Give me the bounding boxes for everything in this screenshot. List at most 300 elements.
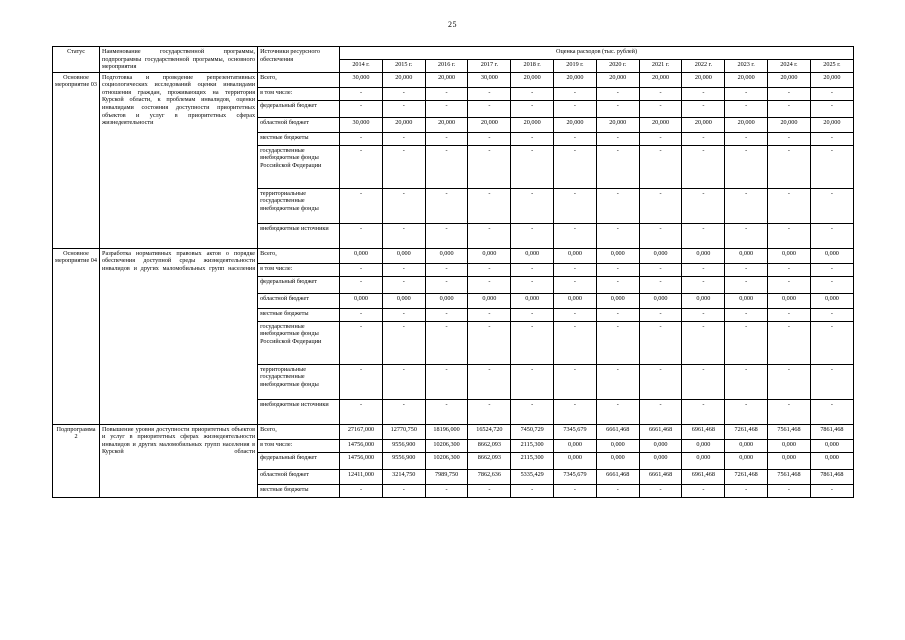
source-regional: областной бюджет: [258, 117, 340, 132]
cell-value: -: [810, 399, 853, 424]
cell-value: -: [682, 399, 725, 424]
cell-value: -: [682, 188, 725, 223]
table-row: [53, 424, 854, 439]
cell-value: -: [468, 145, 511, 188]
cell-value: 0,000: [810, 293, 853, 308]
cell-value: 0,000: [511, 293, 554, 308]
cell-value: -: [425, 276, 468, 293]
cell-value: -: [639, 321, 682, 364]
cell-value: -: [725, 484, 768, 497]
row-status: Основное мероприятие 03: [53, 72, 100, 248]
cell-value: 20,000: [639, 72, 682, 87]
cell-value: -: [810, 276, 853, 293]
cell-value: 20,000: [596, 72, 639, 87]
cell-value: -: [382, 399, 425, 424]
cell-value: -: [725, 87, 768, 100]
cell-value: -: [382, 132, 425, 145]
cell-value: 20,000: [639, 117, 682, 132]
cell-value: -: [554, 100, 597, 117]
cell-value: 0,000: [682, 293, 725, 308]
cell-value: -: [639, 364, 682, 399]
cell-value: -: [340, 87, 383, 100]
cell-value: 20,000: [511, 117, 554, 132]
cell-value: -: [682, 321, 725, 364]
source-local: местные бюджеты: [258, 484, 340, 497]
cell-value: 30,000: [340, 72, 383, 87]
source-federal: федеральный бюджет: [258, 452, 340, 469]
cell-value: 6661,468: [596, 424, 639, 439]
cell-value: 20,000: [725, 117, 768, 132]
header-year-2014: 2014 г.: [340, 59, 383, 72]
cell-value: -: [425, 132, 468, 145]
cell-value: 20,000: [725, 72, 768, 87]
cell-value: 8662,093: [468, 452, 511, 469]
row-name: Подготовка и проведение репрезентативных социологических исследований оценки инвалидами отношения граждан, проживающих на территория Курской области, к проблемам инвалидов, оценки инвалидами состояния доступности приоритетных объектов и услуг в приоритетных сферах жизнедеятельности: [100, 72, 258, 248]
cell-value: -: [554, 276, 597, 293]
header-status: Статус: [53, 47, 100, 73]
cell-value: -: [382, 484, 425, 497]
cell-value: -: [725, 263, 768, 276]
cell-value: -: [382, 87, 425, 100]
cell-value: -: [596, 100, 639, 117]
cell-value: -: [639, 145, 682, 188]
cell-value: -: [725, 188, 768, 223]
cell-value: -: [596, 188, 639, 223]
cell-value: 0,000: [768, 452, 811, 469]
cell-value: 14756,000: [340, 439, 383, 452]
cell-value: -: [554, 308, 597, 321]
cell-value: -: [425, 223, 468, 248]
cell-value: -: [596, 364, 639, 399]
cell-value: 6961,468: [682, 469, 725, 484]
cell-value: -: [810, 188, 853, 223]
cell-value: 9556,900: [382, 452, 425, 469]
cell-value: -: [425, 364, 468, 399]
cell-value: -: [340, 100, 383, 117]
cell-value: -: [768, 132, 811, 145]
cell-value: 18196,000: [425, 424, 468, 439]
cell-value: 0,000: [639, 452, 682, 469]
cell-value: 20,000: [554, 117, 597, 132]
cell-value: -: [511, 321, 554, 364]
cell-value: -: [725, 321, 768, 364]
cell-value: 10206,300: [425, 452, 468, 469]
cell-value: 0,000: [725, 248, 768, 263]
cell-value: -: [468, 484, 511, 497]
cell-value: -: [810, 132, 853, 145]
cell-value: 0,000: [810, 248, 853, 263]
cell-value: -: [425, 100, 468, 117]
cell-value: -: [639, 188, 682, 223]
cell-value: -: [725, 399, 768, 424]
cell-value: 0,000: [554, 293, 597, 308]
source-federal: федеральный бюджет: [258, 276, 340, 293]
header-year-2023: 2023 г.: [725, 59, 768, 72]
cell-value: -: [639, 308, 682, 321]
cell-value: 0,000: [554, 248, 597, 263]
cell-value: -: [768, 308, 811, 321]
cell-value: 7861,468: [810, 424, 853, 439]
cell-value: -: [340, 364, 383, 399]
cell-value: 0,000: [639, 293, 682, 308]
cell-value: -: [468, 321, 511, 364]
cell-value: -: [768, 87, 811, 100]
cell-value: -: [639, 100, 682, 117]
cell-value: 0,000: [810, 439, 853, 452]
cell-value: -: [425, 484, 468, 497]
cell-value: 20,000: [511, 72, 554, 87]
cell-value: 0,000: [511, 248, 554, 263]
budget-table: [52, 46, 854, 498]
cell-value: -: [810, 223, 853, 248]
cell-value: -: [725, 145, 768, 188]
cell-value: 0,000: [340, 293, 383, 308]
cell-value: 0,000: [425, 293, 468, 308]
cell-value: -: [382, 145, 425, 188]
cell-value: 0,000: [768, 439, 811, 452]
header-year-2022: 2022 г.: [682, 59, 725, 72]
cell-value: -: [810, 308, 853, 321]
cell-value: 0,000: [340, 248, 383, 263]
cell-value: -: [511, 399, 554, 424]
cell-value: 7989,750: [425, 469, 468, 484]
cell-value: 20,000: [768, 117, 811, 132]
cell-value: 7861,468: [810, 469, 853, 484]
cell-value: -: [682, 223, 725, 248]
source-total: Всего,: [258, 72, 340, 87]
cell-value: 0,000: [382, 248, 425, 263]
cell-value: 0,000: [468, 248, 511, 263]
source-territorial-funds: территориальные государственные внебюджетные фонды: [258, 188, 340, 223]
cell-value: 0,000: [596, 248, 639, 263]
cell-value: 20,000: [682, 117, 725, 132]
cell-value: -: [639, 87, 682, 100]
cell-value: -: [768, 276, 811, 293]
cell-value: -: [596, 276, 639, 293]
cell-value: 0,000: [596, 439, 639, 452]
cell-value: 6661,468: [639, 424, 682, 439]
cell-value: 20,000: [810, 72, 853, 87]
cell-value: -: [682, 484, 725, 497]
cell-value: -: [768, 321, 811, 364]
cell-value: -: [468, 100, 511, 117]
cell-value: -: [468, 223, 511, 248]
cell-value: -: [810, 484, 853, 497]
cell-value: 7261,468: [725, 424, 768, 439]
cell-value: -: [725, 308, 768, 321]
cell-value: 0,000: [682, 452, 725, 469]
cell-value: 30,000: [468, 72, 511, 87]
cell-value: 27167,000: [340, 424, 383, 439]
cell-value: -: [511, 364, 554, 399]
cell-value: 20,000: [382, 72, 425, 87]
cell-value: -: [340, 145, 383, 188]
cell-value: -: [554, 263, 597, 276]
cell-value: 3214,750: [382, 469, 425, 484]
cell-value: 7450,729: [511, 424, 554, 439]
cell-value: -: [639, 132, 682, 145]
row-status: Подпрограмма 2: [53, 424, 100, 497]
cell-value: -: [340, 399, 383, 424]
cell-value: -: [554, 321, 597, 364]
cell-value: 10206,300: [425, 439, 468, 452]
cell-value: -: [554, 399, 597, 424]
cell-value: -: [511, 132, 554, 145]
cell-value: -: [425, 87, 468, 100]
cell-value: -: [511, 276, 554, 293]
source-including: в том числе:: [258, 439, 340, 452]
source-local: местные бюджеты: [258, 132, 340, 145]
cell-value: 0,000: [596, 452, 639, 469]
cell-value: -: [340, 188, 383, 223]
cell-value: -: [596, 484, 639, 497]
cell-value: -: [768, 263, 811, 276]
cell-value: -: [425, 399, 468, 424]
cell-value: -: [725, 100, 768, 117]
cell-value: -: [340, 132, 383, 145]
cell-value: 20,000: [425, 72, 468, 87]
source-including: в том числе:: [258, 87, 340, 100]
cell-value: 7561,468: [768, 469, 811, 484]
cell-value: 20,000: [768, 72, 811, 87]
header-year-2020: 2020 г.: [596, 59, 639, 72]
cell-value: -: [511, 145, 554, 188]
cell-value: -: [768, 399, 811, 424]
cell-value: 6661,468: [596, 469, 639, 484]
cell-value: -: [810, 145, 853, 188]
cell-value: -: [382, 321, 425, 364]
cell-value: 9556,900: [382, 439, 425, 452]
source-federal: федеральный бюджет: [258, 100, 340, 117]
cell-value: -: [768, 223, 811, 248]
source-total: Всего,: [258, 248, 340, 263]
cell-value: 12411,000: [340, 469, 383, 484]
cell-value: 20,000: [425, 117, 468, 132]
row-name: Разработка нормативных правовых актов о порядке обеспечения доступной среды жизнедеятельности инвалидов и других маломобильных групп населения: [100, 248, 258, 424]
source-total: Всего,: [258, 424, 340, 439]
cell-value: 0,000: [810, 452, 853, 469]
cell-value: -: [554, 87, 597, 100]
source-state-funds: государственные внебюджетные фонды Российской Федерации: [258, 321, 340, 364]
source-regional: областной бюджет: [258, 293, 340, 308]
header-year-2017: 2017 г.: [468, 59, 511, 72]
cell-value: -: [425, 145, 468, 188]
cell-value: 2115,300: [511, 452, 554, 469]
source-regional: областной бюджет: [258, 469, 340, 484]
cell-value: 0,000: [725, 439, 768, 452]
header-name: Наименование государственной программы, подпрограммы государственной программы, основного мероприятия: [100, 47, 258, 73]
cell-value: -: [382, 188, 425, 223]
cell-value: -: [682, 87, 725, 100]
table-header-row: [53, 47, 854, 60]
cell-value: -: [468, 399, 511, 424]
cell-value: 7345,679: [554, 469, 597, 484]
cell-value: 0,000: [725, 452, 768, 469]
cell-value: -: [511, 87, 554, 100]
cell-value: 6661,468: [639, 469, 682, 484]
cell-value: -: [725, 223, 768, 248]
cell-value: 20,000: [468, 117, 511, 132]
cell-value: -: [382, 100, 425, 117]
source-offbudget: внебюджетные источники: [258, 223, 340, 248]
cell-value: -: [468, 364, 511, 399]
cell-value: -: [511, 308, 554, 321]
cell-value: -: [340, 223, 383, 248]
cell-value: 20,000: [596, 117, 639, 132]
cell-value: -: [596, 399, 639, 424]
page-number: 25: [448, 20, 457, 29]
cell-value: -: [425, 188, 468, 223]
cell-value: -: [682, 308, 725, 321]
cell-value: -: [468, 188, 511, 223]
cell-value: 7345,679: [554, 424, 597, 439]
cell-value: -: [468, 276, 511, 293]
header-year-2015: 2015 г.: [382, 59, 425, 72]
cell-value: -: [382, 263, 425, 276]
cell-value: 0,000: [639, 248, 682, 263]
cell-value: -: [596, 145, 639, 188]
cell-value: -: [639, 223, 682, 248]
cell-value: 7261,468: [725, 469, 768, 484]
cell-value: -: [768, 145, 811, 188]
table-row: [53, 248, 854, 263]
cell-value: -: [382, 364, 425, 399]
cell-value: -: [554, 364, 597, 399]
header-year-2019: 2019 г.: [554, 59, 597, 72]
cell-value: -: [682, 364, 725, 399]
cell-value: 6961,468: [682, 424, 725, 439]
cell-value: 0,000: [382, 293, 425, 308]
cell-value: 5335,429: [511, 469, 554, 484]
cell-value: 0,000: [768, 293, 811, 308]
cell-value: -: [382, 308, 425, 321]
cell-value: -: [596, 223, 639, 248]
cell-value: -: [511, 223, 554, 248]
cell-value: 0,000: [725, 293, 768, 308]
cell-value: -: [382, 223, 425, 248]
cell-value: -: [725, 132, 768, 145]
cell-value: -: [596, 87, 639, 100]
cell-value: -: [554, 132, 597, 145]
cell-value: -: [682, 276, 725, 293]
budget-table-container: [52, 46, 854, 498]
cell-value: -: [596, 263, 639, 276]
cell-value: 14756,000: [340, 452, 383, 469]
cell-value: -: [725, 276, 768, 293]
cell-value: -: [425, 263, 468, 276]
cell-value: -: [768, 484, 811, 497]
cell-value: -: [511, 263, 554, 276]
cell-value: -: [682, 132, 725, 145]
header-year-2021: 2021 г.: [639, 59, 682, 72]
cell-value: -: [468, 263, 511, 276]
cell-value: 0,000: [682, 248, 725, 263]
cell-value: -: [810, 100, 853, 117]
cell-value: -: [468, 132, 511, 145]
cell-value: 20,000: [554, 72, 597, 87]
cell-value: -: [725, 364, 768, 399]
cell-value: -: [554, 188, 597, 223]
row-name: Повышение уровня доступности приоритетных объектов и услуг в приоритетных сферах жизнедеятельности инвалидов и других маломобильных групп населения в Курской области: [100, 424, 258, 497]
source-territorial-funds: территориальные государственные внебюджетные фонды: [258, 364, 340, 399]
cell-value: -: [682, 263, 725, 276]
cell-value: -: [639, 484, 682, 497]
cell-value: 0,000: [639, 439, 682, 452]
cell-value: -: [596, 308, 639, 321]
cell-value: 20,000: [810, 117, 853, 132]
cell-value: -: [340, 308, 383, 321]
cell-value: -: [511, 100, 554, 117]
cell-value: -: [340, 263, 383, 276]
cell-value: 0,000: [425, 248, 468, 263]
cell-value: -: [468, 308, 511, 321]
cell-value: -: [340, 484, 383, 497]
cell-value: -: [425, 308, 468, 321]
cell-value: 7862,636: [468, 469, 511, 484]
cell-value: -: [425, 321, 468, 364]
cell-value: 12770,750: [382, 424, 425, 439]
cell-value: -: [382, 276, 425, 293]
cell-value: -: [810, 364, 853, 399]
cell-value: -: [768, 188, 811, 223]
header-estimate-group: Оценка расходов (тыс. рублей): [340, 47, 854, 60]
cell-value: 7561,468: [768, 424, 811, 439]
source-including: в том числе:: [258, 263, 340, 276]
cell-value: 2115,300: [511, 439, 554, 452]
cell-value: -: [554, 145, 597, 188]
cell-value: 30,000: [340, 117, 383, 132]
cell-value: -: [768, 364, 811, 399]
cell-value: -: [511, 188, 554, 223]
cell-value: 8662,093: [468, 439, 511, 452]
cell-value: -: [468, 87, 511, 100]
cell-value: 0,000: [682, 439, 725, 452]
cell-value: -: [596, 321, 639, 364]
cell-value: -: [810, 263, 853, 276]
cell-value: 0,000: [468, 293, 511, 308]
cell-value: -: [554, 484, 597, 497]
cell-value: -: [639, 263, 682, 276]
cell-value: -: [596, 132, 639, 145]
source-local: местные бюджеты: [258, 308, 340, 321]
cell-value: -: [340, 321, 383, 364]
source-offbudget: внебюджетные источники: [258, 399, 340, 424]
header-year-2016: 2016 г.: [425, 59, 468, 72]
cell-value: -: [639, 399, 682, 424]
cell-value: -: [810, 87, 853, 100]
header-year-2018: 2018 г.: [511, 59, 554, 72]
table-row: [53, 72, 854, 87]
header-sources: Источники ресурсного обеспечения: [258, 47, 340, 73]
cell-value: -: [511, 484, 554, 497]
cell-value: -: [810, 321, 853, 364]
cell-value: -: [340, 276, 383, 293]
cell-value: -: [768, 100, 811, 117]
cell-value: 16524,720: [468, 424, 511, 439]
cell-value: -: [554, 223, 597, 248]
cell-value: 0,000: [596, 293, 639, 308]
cell-value: 20,000: [682, 72, 725, 87]
header-year-2024: 2024 г.: [768, 59, 811, 72]
cell-value: -: [639, 276, 682, 293]
row-status: Основное мероприятие 04: [53, 248, 100, 424]
source-state-funds: государственные внебюджетные фонды Российской Федерации: [258, 145, 340, 188]
header-year-2025: 2025 г.: [810, 59, 853, 72]
cell-value: 0,000: [554, 452, 597, 469]
cell-value: -: [682, 145, 725, 188]
cell-value: 0,000: [554, 439, 597, 452]
cell-value: 0,000: [768, 248, 811, 263]
